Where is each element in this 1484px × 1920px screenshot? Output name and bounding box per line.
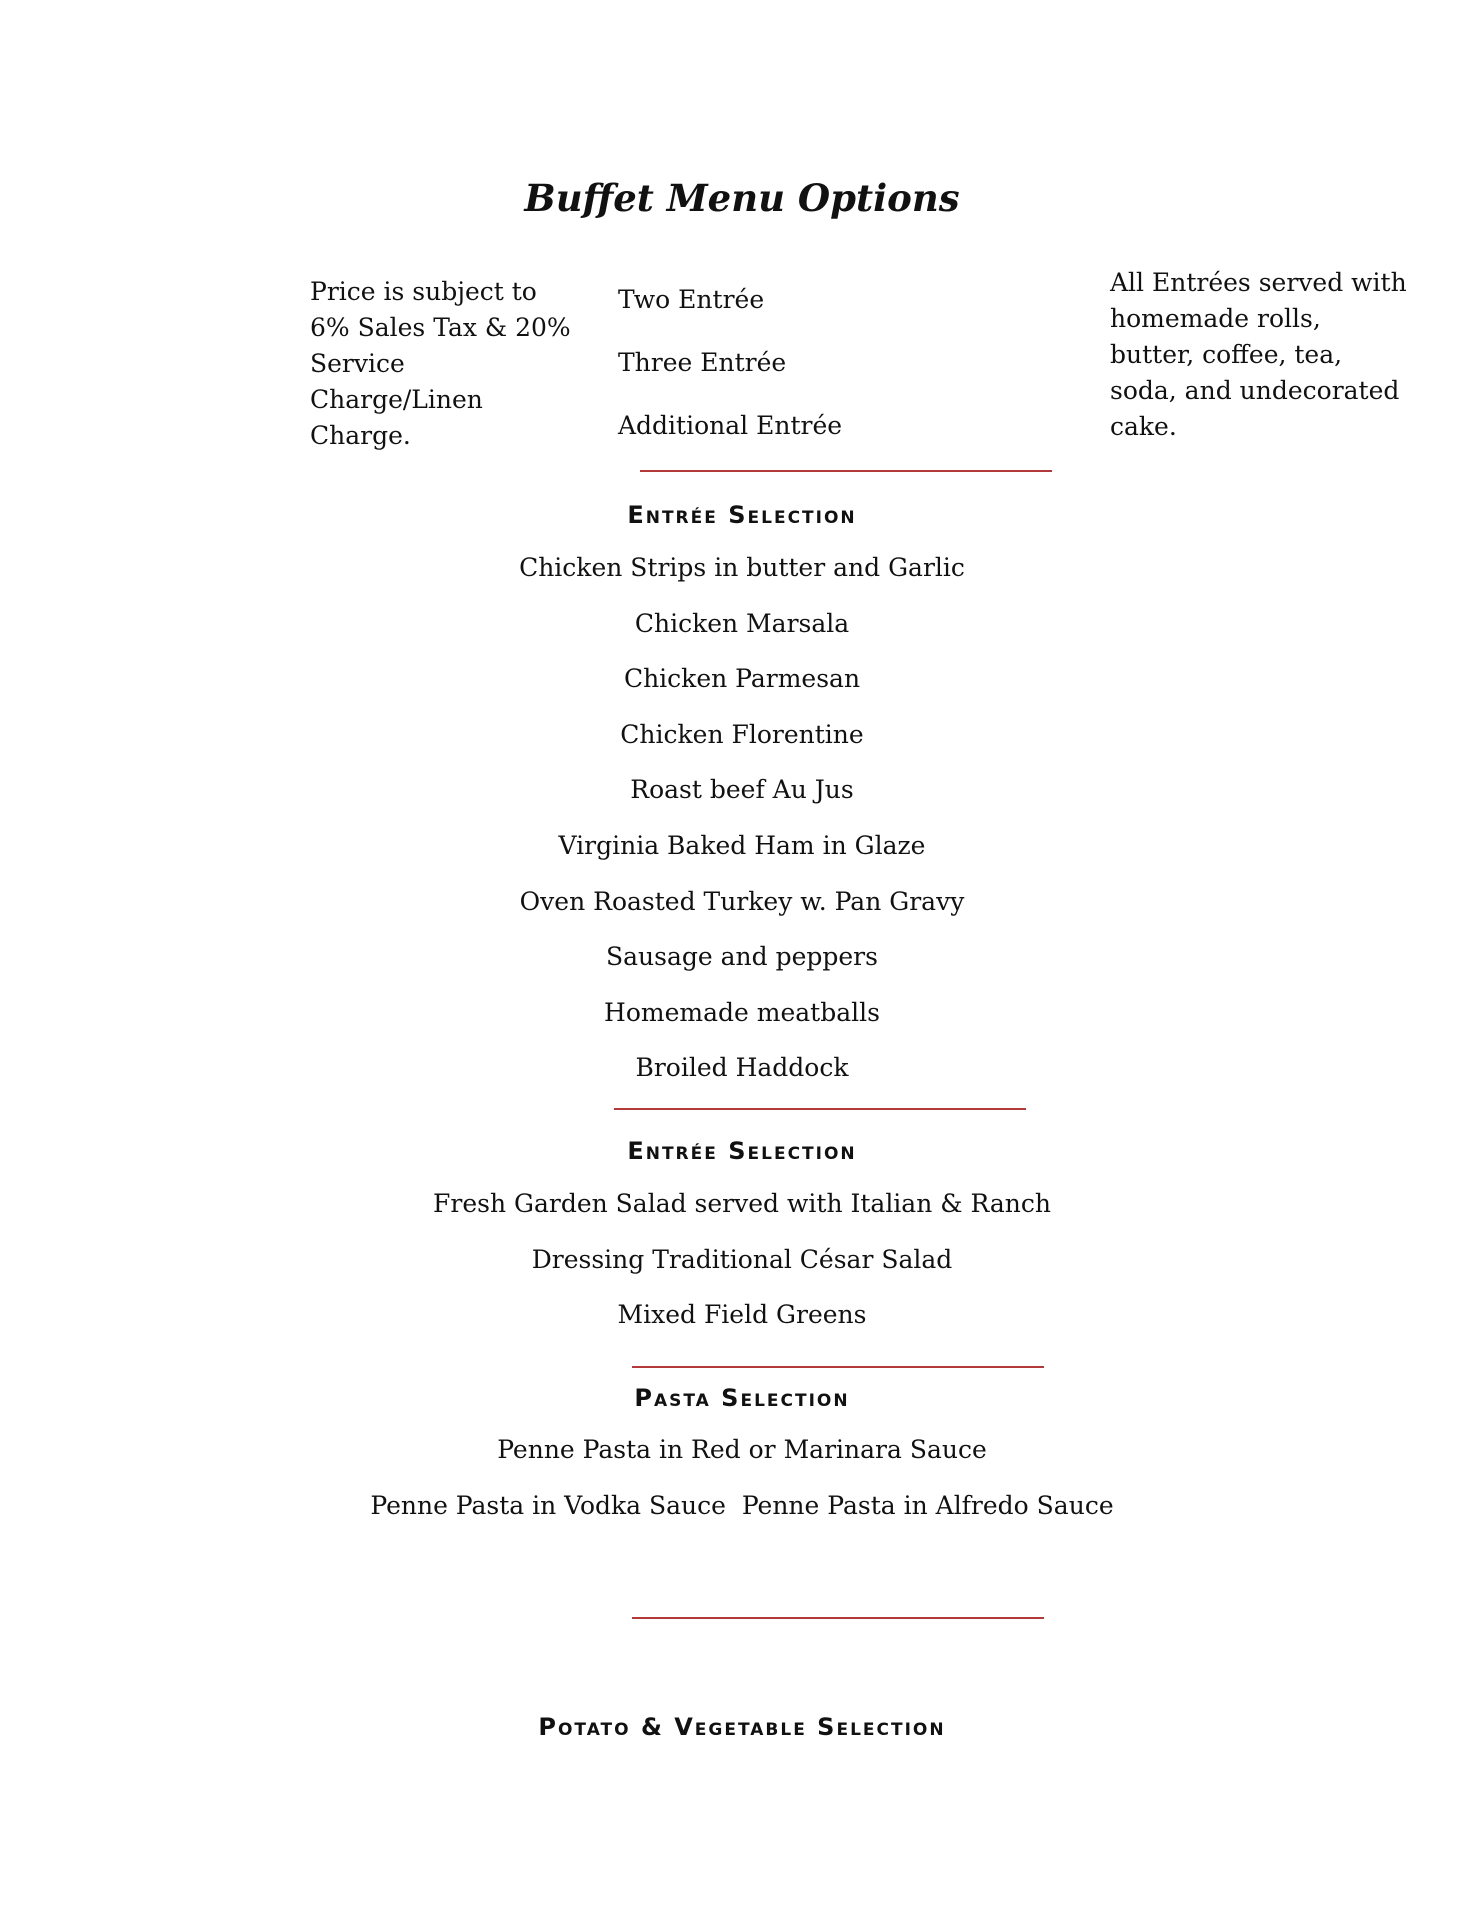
section-divider [632, 1366, 1044, 1368]
list-item: Chicken Strips in butter and Garlic [519, 553, 965, 582]
list-item: Roast beef Au Jus [630, 775, 854, 805]
list-item: Broiled Haddock [635, 1053, 849, 1083]
list-item: Mixed Field Greens [617, 1300, 867, 1330]
section-heading-entree: Entrée Selection [627, 501, 857, 529]
served-note: All Entrées served with homemade rolls, butter, coffee, tea, soda, and undecorated cake. [1110, 268, 1407, 441]
option-two-entree: Two Entrée [618, 285, 765, 314]
section-divider [632, 1617, 1044, 1619]
option-additional-entree: Additional Entrée [618, 411, 843, 440]
list-item: Sausage and peppers [606, 942, 878, 972]
list-item: Chicken Florentine [620, 719, 864, 749]
entree-list [0, 550, 1484, 1106]
section-heading-salad: Entrée Selection [627, 1137, 857, 1165]
section-heading-pasta: Pasta Selection [634, 1384, 850, 1412]
list-item: Fresh Garden Salad served with Italian & Ranch [433, 1189, 1051, 1218]
price-note: Price is subject to 6% Sales Tax & 20% Service Charge/Linen Charge. [310, 277, 571, 450]
salad-list [0, 1186, 1484, 1353]
page-title: Buffet Menu Options [524, 176, 960, 220]
list-item: Oven Roasted Turkey w. Pan Gravy [519, 886, 965, 916]
list-item: Chicken Marsala [634, 608, 850, 638]
section-divider [640, 470, 1052, 472]
list-item: Dressing Traditional César Salad [531, 1244, 953, 1274]
section-divider [614, 1108, 1026, 1110]
list-item: Virginia Baked Ham in Glaze [558, 830, 926, 860]
section-heading-potato-vegetable: Potato & Vegetable Selection [538, 1713, 946, 1741]
list-item: Penne Pasta in Vodka Sauce Penne Pasta in Alfredo Sauce [370, 1490, 1114, 1520]
list-item: Chicken Parmesan [623, 664, 861, 694]
list-item: Homemade meatballs [604, 997, 880, 1027]
option-three-entree: Three Entrée [618, 348, 787, 377]
package-options [618, 282, 918, 471]
list-item: Penne Pasta in Red or Marinara Sauce [497, 1435, 987, 1464]
pasta-list [0, 1432, 1484, 1543]
